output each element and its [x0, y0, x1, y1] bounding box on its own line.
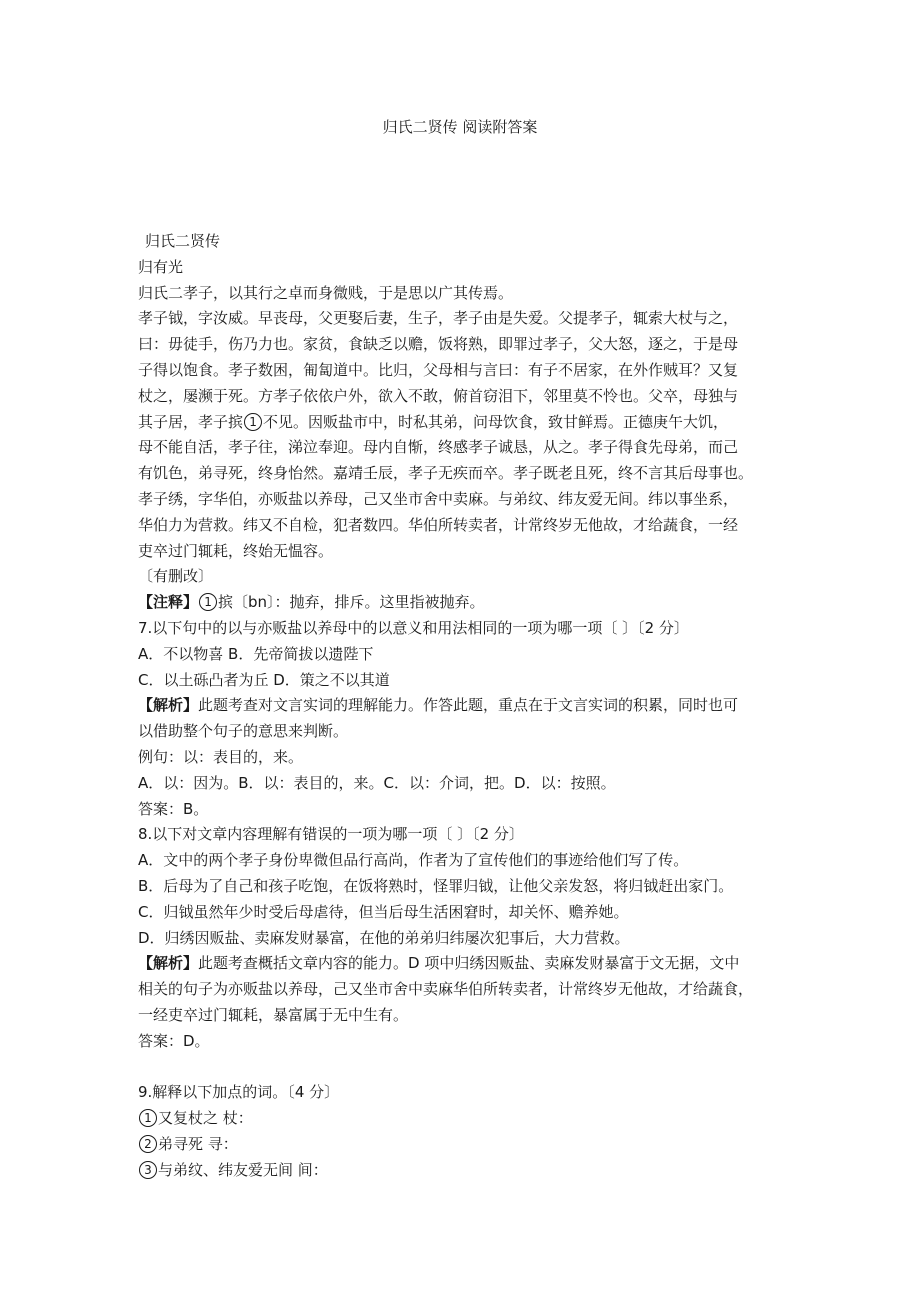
question-8-stem: 8.以下对文章内容理解有错误的一项为哪一项〔 〕〔2 分〕 [138, 825, 524, 844]
document-title: 归氏二贤传 阅读附答案 [382, 118, 538, 136]
question-7-options: A．不以物喜 B．先帝简拔以遗陛下 [138, 644, 374, 663]
question-9-item-1 [138, 1106, 788, 1132]
passage-line: 有饥色，弟寻死，终身怡然。嘉靖壬辰，孝子无疾而卒。孝子既老且死，终不言其后母事也。 [138, 464, 754, 483]
passage-line: 归氏二孝子，以其行之卓而身微贱，于是思以广其传焉。 [138, 283, 514, 302]
question-9-stem: 9.解释以下加点的词。〔4 分〕 [138, 1083, 340, 1102]
annotation-label: 【注释】 [138, 593, 199, 612]
analysis-label: 【解析】 [138, 696, 199, 715]
question-8-option-d: D．归绣因贩盐、卖麻发财暴富，在他的弟弟归纬屡次犯事后，大力营救。 [138, 928, 630, 947]
passage-text: 其子居，孝子摈 [138, 412, 244, 431]
passage-line: 孝子钺，字汝威。早丧母，父更娶后妻，生子，孝子由是失爱。父提孝子，辄索大杖与之， [138, 309, 739, 328]
passage-line: 杖之，屡濒于死。方孝子依依户外，欲入不敢，俯首窃泪下，邻里莫不怜也。父卒，母独与 [138, 386, 739, 405]
passage-heading: 归氏二贤传 [145, 232, 221, 250]
question-7-analysis [138, 693, 788, 719]
question-7-stem: 7.以下句中的以与亦贩盐以养母中的以意义和用法相同的一项为哪一项〔 〕〔2 分〕 [138, 618, 689, 637]
passage-line: 华伯力为营救。纬又不自检，犯者数四。华伯所转卖者，计常终岁无他故，才给蔬食，一经 [138, 515, 739, 534]
item-text: 与弟纹、纬友爱无间 间： [158, 1160, 328, 1179]
question-8-option-a: A．文中的两个孝子身份卑微但品行高尚，作者为了宣传他们的事迹给他们写了传。 [138, 851, 689, 870]
question-7-example: 例句：以：表目的，来。 [138, 747, 304, 766]
question-8-analysis: 一经吏卒过门辄耗，暴富属于无中生有。 [138, 1005, 409, 1024]
circled-number-2: 2 [139, 1135, 157, 1153]
question-7-answer: 答案：B。 [138, 799, 209, 818]
passage-line: 孝子绣，字华伯，亦贩盐以养母，己又坐市舍中卖麻。与弟纹、纬友爱无间。纬以事坐系， [138, 489, 739, 508]
circled-number-1: 1 [244, 413, 262, 431]
circled-number-1: 1 [199, 593, 217, 611]
circled-number-3: 3 [139, 1161, 157, 1179]
question-8-option-b: B．后母为了自己和孩子吃饱，在饭将熟时，怪罪归钺，让他父亲发怒，将归钺赶出家门。 [138, 876, 734, 895]
passage-line: 子得以饱食。孝子数困，匍匐道中。比归，父母相与言曰：有子不居家，在外作贼耳？又复 [138, 360, 739, 379]
question-8-answer: 答案：D。 [138, 1031, 210, 1050]
question-7-analysis: 以借助整个句子的意思来判断。 [138, 722, 349, 741]
blank-line [138, 1055, 788, 1081]
passage-line-marked [138, 410, 788, 436]
question-8-option-c: C．归钺虽然年少时受后母虐待，但当后母生活困窘时，却关怀、赡养她。 [138, 902, 629, 921]
document-body [138, 229, 788, 1183]
passage-line: 曰：毋徒手，伤乃力也。家贫，食缺乏以赡，饭将熟，即罪过孝子，父大怒，逐之，于是母 [138, 335, 739, 354]
analysis-label: 【解析】 [138, 954, 199, 973]
circled-number-1: 1 [139, 1109, 157, 1127]
question-7-explain: A．以：因为。B．以：表目的，来。C．以：介词，把。D．以：按照。 [138, 773, 616, 792]
passage-text: 不见。因贩盐市中，时私其弟，问母饮食，致甘鲜焉。正德庚午大饥， [263, 412, 729, 431]
annotation-text: 摈〔bn〕：抛弃，排斥。这里指被抛弃。 [218, 593, 485, 612]
question-8-analysis [138, 951, 788, 977]
analysis-text: 此题考查对文言实词的理解能力。作答此题，重点在于文言实词的积累，同时也可 [198, 696, 739, 715]
passage-line: 母不能自活，孝子往，涕泣奉迎。母内自惭，终感孝子诚恳，从之。孝子得食先母弟，而己 [138, 438, 739, 457]
question-7-options: C．以土砾凸者为丘 D．策之不以其道 [138, 670, 390, 689]
question-8-analysis: 相关的句子为亦贩盐以养母，己又坐市舍中卖麻华伯所转卖者，计常终岁无他故，才给蔬食， [138, 980, 754, 999]
edit-note: 〔有删改〕 [138, 567, 214, 586]
question-9-item-3 [138, 1158, 788, 1184]
passage-author: 归有光 [138, 257, 184, 276]
item-text: 弟寻死 寻： [158, 1134, 238, 1153]
question-9-item-2 [138, 1132, 788, 1158]
passage-line: 吏卒过门辄耗，终始无愠容。 [138, 541, 334, 560]
item-text: 又复杖之 杖： [158, 1109, 253, 1128]
analysis-text: 此题考查概括文章内容的能力。D 项中归绣因贩盐、卖麻发财暴富于文无据，文中 [198, 954, 740, 973]
annotation [138, 590, 788, 616]
